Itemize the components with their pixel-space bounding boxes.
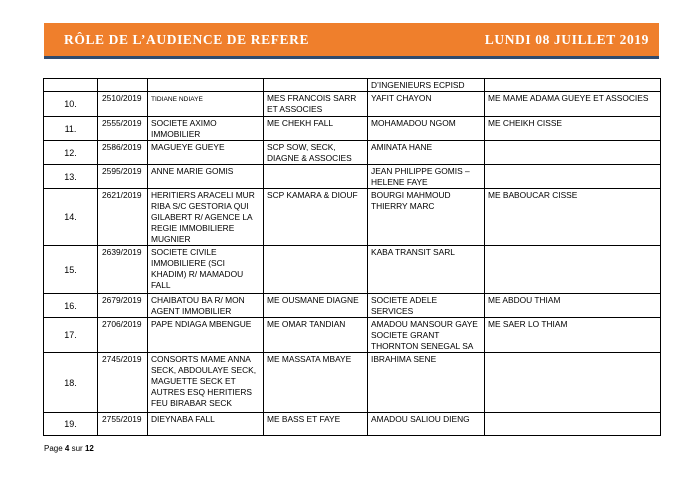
- page-word: Page: [44, 444, 63, 453]
- lawyer-cell: SCP KAMARA & DIOUF: [264, 189, 368, 246]
- row-number-cell: 13.: [44, 165, 98, 189]
- party-cell: ANNE MARIE GOMIS: [148, 165, 264, 189]
- party-cell: [148, 92, 264, 117]
- row-number-cell: 16.: [44, 294, 98, 318]
- case-number-cell: 2555/2019: [98, 117, 148, 141]
- opponent-cell: AMINATA HANE: [368, 141, 485, 165]
- case-number-cell: [98, 79, 148, 92]
- header-banner: [44, 23, 659, 59]
- document-title: RÔLE DE L’AUDIENCE DE REFERE: [64, 32, 310, 47]
- table-row: [44, 165, 661, 189]
- party-cell: DIEYNABA FALL: [148, 413, 264, 436]
- lawyer-cell: ME BASS ET FAYE: [264, 413, 368, 436]
- opponent-lawyer-cell: [485, 79, 661, 92]
- party-cell: PAPE NDIAGA MBENGUE: [148, 318, 264, 353]
- lawyer-cell: MES FRANCOIS SARR ET ASSOCIES: [264, 92, 368, 117]
- hearing-roll-table: [43, 78, 661, 436]
- table-row: [44, 79, 661, 92]
- table-row: [44, 294, 661, 318]
- opponent-lawyer-cell: ME MAME ADAMA GUEYE ET ASSOCIES: [485, 92, 661, 117]
- party-cell: HERITIERS ARACELI MUR RIBA S/C GESTORIA QUI GILABERT R/ AGENCE LA REGIE IMMOBILIERE MUGNIER: [148, 189, 264, 246]
- case-number-cell: 2621/2019: [98, 189, 148, 246]
- opponent-cell: AMADOU SALIOU DIENG: [368, 413, 485, 436]
- case-number-cell: 2755/2019: [98, 413, 148, 436]
- row-number-cell: 19.: [44, 413, 98, 436]
- case-number-cell: 2679/2019: [98, 294, 148, 318]
- lawyer-cell: SCP SOW, SECK, DIAGNE & ASSOCIES: [264, 141, 368, 165]
- page-footer: [44, 444, 94, 453]
- opponent-lawyer-cell: [485, 165, 661, 189]
- row-number-cell: 18.: [44, 353, 98, 413]
- opponent-cell: MOHAMADOU NGOM: [368, 117, 485, 141]
- case-number-cell: 2639/2019: [98, 246, 148, 294]
- opponent-cell: AMADOU MANSOUR GAYE SOCIETE GRANT THORNTON SENEGAL SA: [368, 318, 485, 353]
- page-current: 4: [64, 444, 70, 453]
- lawyer-cell: ME CHEKH FALL: [264, 117, 368, 141]
- lawyer-cell: [264, 79, 368, 92]
- lawyer-cell: ME OMAR TANDIAN: [264, 318, 368, 353]
- party-cell: MAGUEYE GUEYE: [148, 141, 264, 165]
- case-number-cell: 2586/2019: [98, 141, 148, 165]
- opponent-cell: KABA TRANSIT SARL: [368, 246, 485, 294]
- case-number-cell: 2510/2019: [98, 92, 148, 117]
- table-row: [44, 353, 661, 413]
- party-cell: CONSORTS MAME ANNA SECK, ABDOULAYE SECK, MAGUETTE SECK ET AUTRES ESQ HERITIERS FEU BIRABAR SECK: [148, 353, 264, 413]
- row-number-cell: 10.: [44, 92, 98, 117]
- table-row: [44, 92, 661, 117]
- row-number-cell: 15.: [44, 246, 98, 294]
- row-number-cell: 14.: [44, 189, 98, 246]
- lawyer-cell: ME OUSMANE DIAGNE: [264, 294, 368, 318]
- table-row: [44, 246, 661, 294]
- opponent-cell: YAFIT CHAYON: [368, 92, 485, 117]
- case-number-cell: 2595/2019: [98, 165, 148, 189]
- table-row: [44, 189, 661, 246]
- opponent-lawyer-cell: ME CHEIKH CISSE: [485, 117, 661, 141]
- opponent-cell: BOURGI MAHMOUD THIERRY MARC: [368, 189, 485, 246]
- opponent-lawyer-cell: ME BABOUCAR CISSE: [485, 189, 661, 246]
- opponent-lawyer-cell: [485, 413, 661, 436]
- lawyer-cell: [264, 246, 368, 294]
- opponent-lawyer-cell: ME ABDOU THIAM: [485, 294, 661, 318]
- opponent-lawyer-cell: [485, 246, 661, 294]
- opponent-lawyer-cell: ME SAER LO THIAM: [485, 318, 661, 353]
- party-cell: SOCIETE CIVILE IMMOBILIERE (SCI KHADIM) R/ MAMADOU FALL: [148, 246, 264, 294]
- opponent-cell: SOCIETE ADELE SERVICES: [368, 294, 485, 318]
- party-cell: SOCIETE AXIMO IMMOBILIER: [148, 117, 264, 141]
- table-row: [44, 141, 661, 165]
- table-row: [44, 117, 661, 141]
- table-row: [44, 318, 661, 353]
- row-number-cell: 12.: [44, 141, 98, 165]
- party-text: TIDIANE NDIAYE: [151, 96, 203, 103]
- party-cell: [148, 79, 264, 92]
- row-number-cell: 11.: [44, 117, 98, 141]
- row-number-cell: 17.: [44, 318, 98, 353]
- opponent-lawyer-cell: [485, 353, 661, 413]
- opponent-cell: D’INGENIEURS ECPISD: [368, 79, 485, 92]
- opponent-cell: IBRAHIMA SENE: [368, 353, 485, 413]
- opponent-cell: JEAN PHILIPPE GOMIS – HELENE FAYE: [368, 165, 485, 189]
- opponent-lawyer-cell: [485, 141, 661, 165]
- table-row: [44, 413, 661, 436]
- case-number-cell: 2745/2019: [98, 353, 148, 413]
- row-number-cell: [44, 79, 98, 92]
- lawyer-cell: [264, 165, 368, 189]
- party-cell: CHAIBATOU BA R/ MON AGENT IMMOBILIER: [148, 294, 264, 318]
- lawyer-cell: ME MASSATA MBAYE: [264, 353, 368, 413]
- case-number-cell: 2706/2019: [98, 318, 148, 353]
- hearing-date: LUNDI 08 JUILLET 2019: [484, 32, 649, 47]
- page-total: 12: [84, 444, 94, 453]
- sur-word: sur: [71, 444, 83, 453]
